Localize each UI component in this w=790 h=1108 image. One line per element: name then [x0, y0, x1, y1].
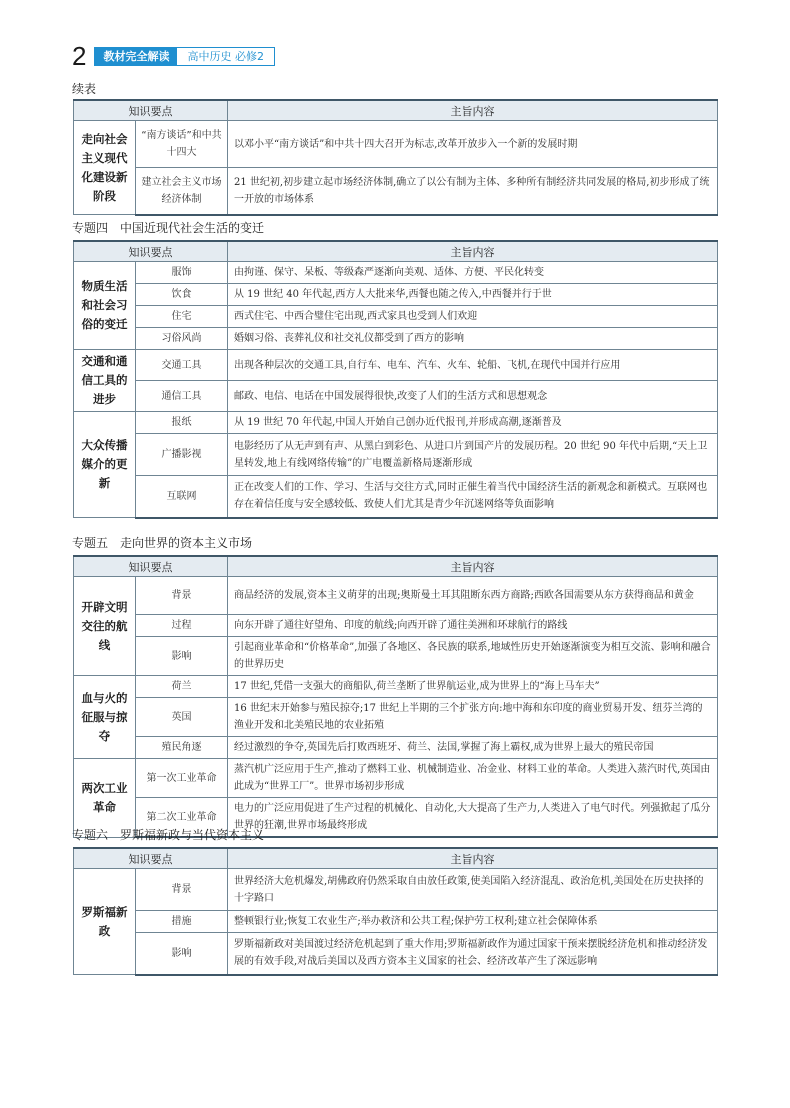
- content-cell: 商品经济的发展,资本主义萌芽的出现;奥斯曼土耳其阻断东西方商路;西欧各国需要从东方获得商品和黄金: [228, 577, 718, 615]
- table-row: [74, 350, 718, 381]
- content-cell: 从 19 世纪 70 年代起,中国人开始自己创办近代报刊,并形成高潮,逐渐普及: [228, 412, 718, 434]
- content-cell: 电影经历了从无声到有声、从黑白到彩色、从进口片到国产片的发展历程。20 世纪 90 年代中后期,“天上卫星转发,地上有线网络传输”的广电覆盖新格局逐渐形成: [228, 434, 718, 476]
- table-header-row: [74, 241, 718, 262]
- page-header: [72, 41, 275, 71]
- subtopic-cell: 交通工具: [136, 350, 228, 381]
- header-main-content: 主旨内容: [228, 556, 718, 577]
- content-cell: 正在改变人们的工作、学习、生活与交往方式,同时正催生着当代中国经济生活的新观念和新模式。互联网也存在着信任度与安全感较低、致使人们尤其是青少年沉迷网络等负面影响: [228, 476, 718, 518]
- table-row: [74, 676, 718, 698]
- category-cell: 走向社会主义现代化建设新阶段: [74, 121, 136, 215]
- subtopic-cell: 第一次工业革命: [136, 759, 228, 798]
- content-cell: 21 世纪初,初步建立起市场经济体制,确立了以公有制为主体、多种所有制经济共同发展的格局,初步形成了统一开放的市场体系: [228, 168, 718, 215]
- table-section-5: [73, 555, 718, 838]
- section-title-6: 专题六 罗斯福新政与当代资本主义: [72, 828, 265, 842]
- subtopic-cell: 报纸: [136, 412, 228, 434]
- content-cell: 由拘谨、保守、呆板、等级森严逐渐向美观、适体、方便、平民化转变: [228, 262, 718, 284]
- table-row: [74, 698, 718, 737]
- content-cell: 经过激烈的争夺,英国先后打败西班牙、荷兰、法国,掌握了海上霸权,成为世界上最大的殖民帝国: [228, 737, 718, 759]
- subtopic-cell: 通信工具: [136, 381, 228, 412]
- subtopic-cell: 广播影视: [136, 434, 228, 476]
- table-row: [74, 306, 718, 328]
- content-cell: 邮政、电信、电话在中国发展得很快,改变了人们的生活方式和思想观念: [228, 381, 718, 412]
- table-row: [74, 328, 718, 350]
- subtopic-cell: 背景: [136, 577, 228, 615]
- header-knowledge-point: 知识要点: [74, 848, 228, 869]
- header-knowledge-point: 知识要点: [74, 100, 228, 121]
- section-title-4: 专题四 中国近现代社会生活的变迁: [72, 221, 265, 235]
- table-continued: [73, 99, 718, 216]
- subtopic-cell: 措施: [136, 911, 228, 933]
- table-row: [74, 476, 718, 518]
- subtopic-cell: 英国: [136, 698, 228, 737]
- table-row: [74, 577, 718, 615]
- subtopic-cell: “南方谈话”和中共十四大: [136, 121, 228, 168]
- book-badge: [94, 47, 275, 66]
- content-cell: 引起商业革命和“价格革命”,加强了各地区、各民族的联系,地域性历史开始逐渐演变为相互交流、影响和融合的世界历史: [228, 637, 718, 676]
- table-row: [74, 637, 718, 676]
- category-cell: 大众传播媒介的更新: [74, 412, 136, 518]
- category-cell: 血与火的征服与掠夺: [74, 676, 136, 759]
- subtopic-cell: 建立社会主义市场经济体制: [136, 168, 228, 215]
- table-row: [74, 262, 718, 284]
- header-main-content: 主旨内容: [228, 100, 718, 121]
- content-cell: 罗斯福新政对美国渡过经济危机起到了重大作用;罗斯福新政作为通过国家干预来摆脱经济危机和推动经济发展的有效手段,对战后美国以及西方资本主义国家的社会、经济改革产生了深远影响: [228, 933, 718, 975]
- table-row: [74, 412, 718, 434]
- table-header-row: [74, 848, 718, 869]
- category-cell: 物质生活和社会习俗的变迁: [74, 262, 136, 350]
- subtopic-cell: 过程: [136, 615, 228, 637]
- subtopic-cell: 殖民角逐: [136, 737, 228, 759]
- table-header-row: [74, 556, 718, 577]
- category-cell: 两次工业革命: [74, 759, 136, 838]
- table-row: [74, 869, 718, 911]
- category-cell: 交通和通信工具的进步: [74, 350, 136, 412]
- subtopic-cell: 荷兰: [136, 676, 228, 698]
- subtopic-cell: 影响: [136, 933, 228, 975]
- page-number: 2: [72, 41, 87, 71]
- content-cell: 婚姻习俗、丧葬礼仪和社交礼仪都受到了西方的影响: [228, 328, 718, 350]
- subtopic-cell: 背景: [136, 869, 228, 911]
- header-knowledge-point: 知识要点: [74, 241, 228, 262]
- continued-label: 续表: [72, 82, 97, 96]
- content-cell: 世界经济大危机爆发,胡佛政府仍然采取自由放任政策,使美国陷入经济混乱、政治危机,美国处在历史抉择的十字路口: [228, 869, 718, 911]
- badge-series: 教材完全解读: [95, 48, 177, 65]
- subtopic-cell: 服饰: [136, 262, 228, 284]
- header-knowledge-point: 知识要点: [74, 556, 228, 577]
- table-row: [74, 737, 718, 759]
- section-title-5: 专题五 走向世界的资本主义市场: [72, 536, 253, 550]
- subtopic-cell: 影响: [136, 637, 228, 676]
- table-row: [74, 615, 718, 637]
- subtopic-cell: 第二次工业革命: [136, 798, 228, 838]
- table-row: [74, 381, 718, 412]
- content-cell: 以邓小平“南方谈话”和中共十四大召开为标志,改革开放步入一个新的发展时期: [228, 121, 718, 168]
- subtopic-cell: 住宅: [136, 306, 228, 328]
- table-row: [74, 434, 718, 476]
- table-header-row: [74, 100, 718, 121]
- content-cell: 17 世纪,凭借一支强大的商船队,荷兰垄断了世界航运业,成为世界上的“海上马车夫”: [228, 676, 718, 698]
- subtopic-cell: 互联网: [136, 476, 228, 518]
- content-cell: 整顿银行业;恢复工农业生产;举办救济和公共工程;保护劳工权利;建立社会保障体系: [228, 911, 718, 933]
- content-cell: 西式住宅、中西合璧住宅出现,西式家具也受到人们欢迎: [228, 306, 718, 328]
- badge-subject: 高中历史 必修2: [187, 49, 264, 63]
- content-cell: 电力的广泛应用促进了生产过程的机械化、自动化,大大提高了生产力,人类进入了电气时代。列强掀起了瓜分世界的狂潮,世界市场最终形成: [228, 798, 718, 838]
- header-main-content: 主旨内容: [228, 241, 718, 262]
- table-row: [74, 911, 718, 933]
- header-main-content: 主旨内容: [228, 848, 718, 869]
- table-row: [74, 284, 718, 306]
- table-row: [74, 933, 718, 975]
- category-cell: 罗斯福新政: [74, 869, 136, 975]
- table-row: [74, 168, 718, 215]
- content-cell: 从 19 世纪 40 年代起,西方人大批来华,西餐也随之传入,中西餐并行于世: [228, 284, 718, 306]
- table-section-4: [73, 240, 718, 519]
- subtopic-cell: 饮食: [136, 284, 228, 306]
- table-section-6: [73, 847, 718, 976]
- content-cell: 出现各种层次的交通工具,自行车、电车、汽车、火车、轮船、飞机,在现代中国并行应用: [228, 350, 718, 381]
- content-cell: 蒸汽机广泛应用于生产,推动了燃料工业、机械制造业、冶金业、材料工业的革命。人类进入蒸汽时代,英国由此成为“世界工厂”。世界市场初步形成: [228, 759, 718, 798]
- subtopic-cell: 习俗风尚: [136, 328, 228, 350]
- content-cell: 16 世纪末开始参与殖民掠夺;17 世纪上半期的三个扩张方向:地中海和东印度的商业贸易开发、纽芬兰湾的渔业开发和北美殖民地的农业拓殖: [228, 698, 718, 737]
- table-row: [74, 759, 718, 798]
- category-cell: 开辟文明交往的航线: [74, 577, 136, 676]
- content-cell: 向东开辟了通往好望角、印度的航线;向西开辟了通往美洲和环球航行的路线: [228, 615, 718, 637]
- table-row: [74, 121, 718, 168]
